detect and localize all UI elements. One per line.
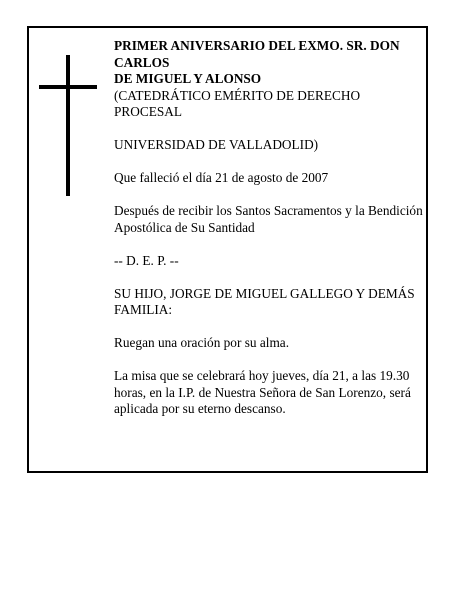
- heading-line-2: DE MIGUEL Y ALONSO: [114, 71, 262, 86]
- role-text: (CATEDRÁTICO EMÉRITO DE DERECHO PROCESAL: [114, 87, 361, 119]
- heading-line-1: PRIMER ANIVERSARIO DEL EXMO. SR. DON CARLOS: [114, 38, 400, 70]
- cross-vertical-bar: [66, 55, 70, 196]
- mass-text: La misa que se celebrará hoy jueves, día 21, a las 19.30 horas, en la I.P. de Nuestra Señora de San Lorenzo, será aplicada por su eterno descanso.: [114, 368, 411, 416]
- rip-text: -- D. E. P. --: [114, 252, 179, 268]
- family-text: SU HIJO, JORGE DE MIGUEL GALLEGO Y DEMÁS FAMILIA:: [114, 285, 415, 317]
- sacraments-text: Después de recibir los Santos Sacramentos y la Bendición Apostólica de Su Santidad: [114, 203, 423, 235]
- cross-horizontal-bar: [39, 85, 97, 89]
- university-text: UNIVERSIDAD DE VALLADOLID): [114, 137, 319, 152]
- obituary-text: [114, 38, 426, 418]
- prayer-text: Ruegan una oración por su alma.: [114, 335, 290, 350]
- death-date-text: Que falleció el día 21 de agosto de 2007: [114, 170, 329, 185]
